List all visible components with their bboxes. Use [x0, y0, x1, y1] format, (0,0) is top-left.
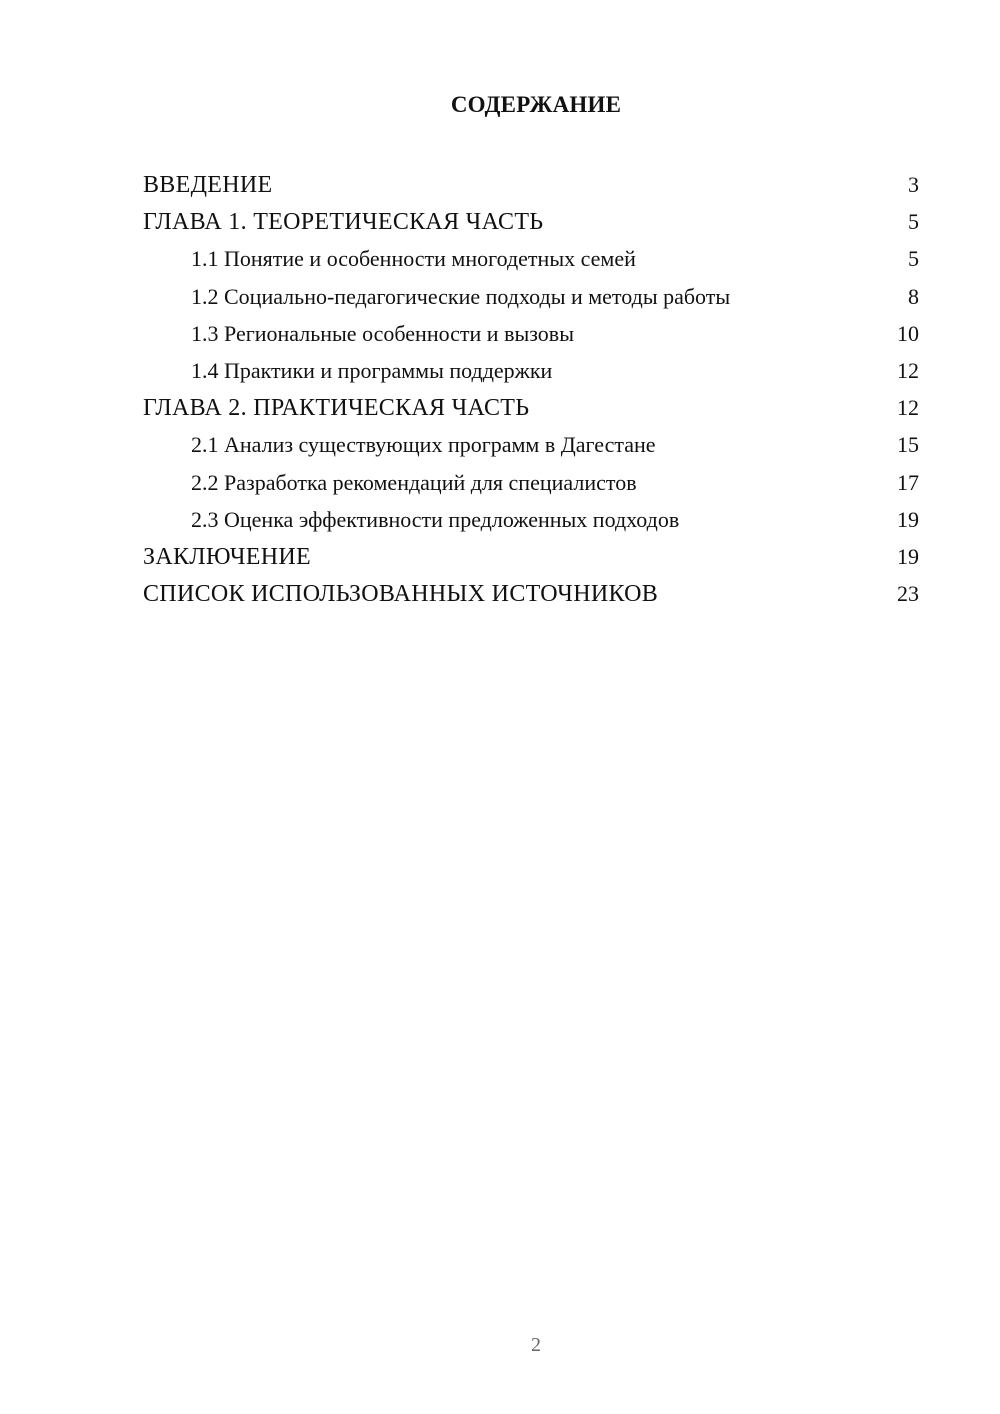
toc-entry [143, 354, 919, 391]
toc-title: СОДЕРЖАНИЕ [450, 92, 622, 117]
toc-entry-page: 8 [908, 283, 919, 309]
toc-entry-page: 3 [908, 172, 919, 197]
toc-entry-page: 17 [897, 469, 919, 495]
toc-entry-label: 2.1 Анализ существующих программ в Дагестане [191, 432, 656, 458]
toc-entry-label: ЗАКЛЮЧЕНИЕ [143, 543, 311, 570]
toc-entry-label: 1.1 Понятие и особенности многодетных семей [191, 246, 636, 272]
toc-entry [143, 205, 919, 242]
toc-entry-label: 1.3 Региональные особенности и вызовы [191, 320, 574, 346]
toc-entry-label: ВВЕДЕНИЕ [143, 172, 273, 198]
toc-entry [143, 168, 919, 205]
toc-entry-page: 19 [897, 543, 919, 569]
toc-entry-label: ГЛАВА 2. ПРАКТИЧЕСКАЯ ЧАСТЬ [143, 395, 530, 422]
toc-entry-label: 1.4 Практики и программы поддержки [191, 357, 553, 383]
toc-entry [143, 466, 919, 503]
toc-entry-page: 10 [897, 320, 919, 346]
toc-entry [143, 280, 919, 317]
toc-entry-page: 19 [897, 506, 919, 532]
toc-entry-label: ГЛАВА 1. ТЕОРЕТИЧЕСКАЯ ЧАСТЬ [143, 209, 544, 236]
toc-entry [143, 317, 919, 354]
toc-entry-page: 12 [897, 395, 919, 421]
toc-entry-page: 5 [908, 246, 919, 272]
toc-entry [143, 503, 919, 540]
toc-entry-page: 15 [897, 432, 919, 458]
toc-entry-label: 2.2 Разработка рекомендаций для специалистов [191, 469, 637, 495]
toc-entry [143, 428, 919, 465]
toc-entry-page: 5 [908, 209, 919, 235]
toc-entry [143, 577, 919, 614]
toc-entry-label: 1.2 Социально-педагогические подходы и методы работы [191, 283, 731, 309]
toc-entry-page: 23 [897, 581, 919, 607]
toc-entry-page: 12 [897, 357, 919, 383]
toc-entry-label: 2.3 Оценка эффективности предложенных подходов [191, 506, 680, 532]
toc-entry-label: СПИСОК ИСПОЛЬЗОВАННЫХ ИСТОЧНИКОВ [143, 581, 659, 608]
toc-entry [143, 540, 919, 577]
toc-list [143, 168, 919, 614]
page-number: 2 [531, 1334, 541, 1356]
toc-entry [143, 242, 919, 279]
toc-entry [143, 391, 919, 428]
